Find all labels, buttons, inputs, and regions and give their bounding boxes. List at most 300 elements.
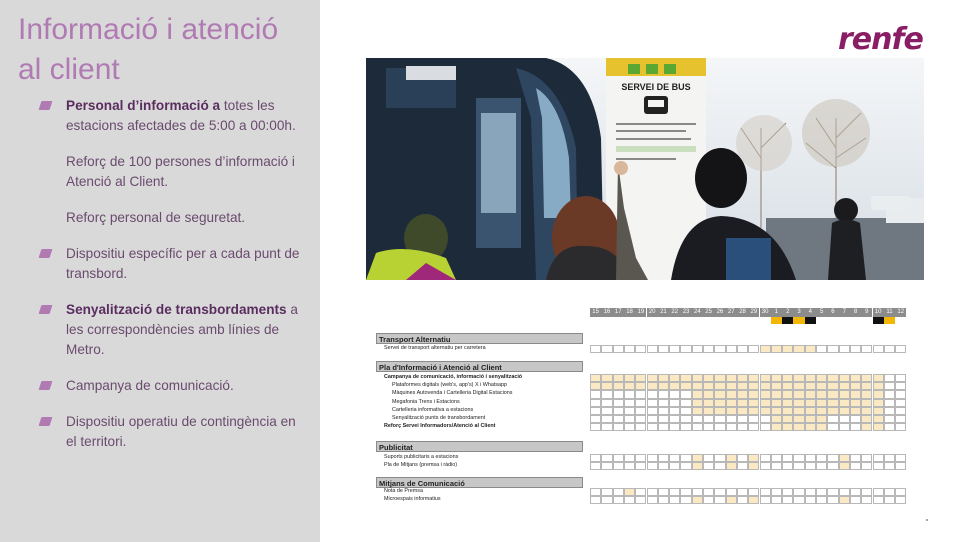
bullet-item [38, 244, 308, 284]
bullet-text: Dispositiu específic per a cada punt de transbord. [66, 246, 300, 281]
schedule-cell [839, 488, 850, 496]
schedule-cell [680, 454, 691, 462]
schedule-cell-active [624, 374, 635, 382]
schedule-cell [658, 415, 669, 423]
schedule-cell-active [760, 399, 771, 407]
schedule-cell [737, 496, 748, 504]
schedule-cell-active [782, 382, 793, 390]
schedule-cell [647, 462, 658, 470]
day-header: 18 [624, 308, 635, 317]
schedule-cell [782, 496, 793, 504]
day-marker [793, 317, 804, 324]
schedule-cell-active [816, 423, 827, 431]
bullet-item [38, 412, 308, 452]
schedule-cell [669, 345, 680, 353]
schedule-cell [635, 407, 646, 415]
schedule-cell [601, 454, 612, 462]
schedule-cell [601, 407, 612, 415]
schedule-cell-active [861, 399, 872, 407]
schedule-cell-active [805, 399, 816, 407]
schedule-cell [658, 462, 669, 470]
schedule-cell [861, 345, 872, 353]
schedule-cell [895, 488, 906, 496]
schedule-cell-active [714, 399, 725, 407]
schedule-cell [624, 423, 635, 431]
bullet-bold-text: Senyalització de transbordaments [66, 302, 287, 317]
schedule-cell [714, 488, 725, 496]
schedule-cell-active [782, 374, 793, 382]
schedule-cell [873, 488, 884, 496]
schedule-cell [590, 390, 601, 398]
schedule-cell [680, 496, 691, 504]
schedule-cell [805, 488, 816, 496]
schedule-cell [590, 415, 601, 423]
schedule-cell-active [873, 374, 884, 382]
schedule-cell-active [726, 390, 737, 398]
schedule-cell [760, 423, 771, 431]
schedule-cell-active [782, 390, 793, 398]
schedule-cell [760, 496, 771, 504]
schedule-cell-active [748, 496, 759, 504]
schedule-cell [601, 345, 612, 353]
schedule-cell [624, 496, 635, 504]
schedule-cell [850, 345, 861, 353]
day-header: 8 [850, 308, 861, 317]
schedule-cell-active [760, 345, 771, 353]
schedule-cell [895, 407, 906, 415]
slide-title: Informació i atenció al client [18, 13, 279, 86]
schedule-cell [669, 454, 680, 462]
schedule-cell [703, 488, 714, 496]
schedule-cell-active [771, 423, 782, 431]
schedule-cell [703, 415, 714, 423]
schedule-cell-active [793, 390, 804, 398]
schedule-cell [613, 415, 624, 423]
bullet-item [38, 96, 308, 136]
schedule-cell [658, 488, 669, 496]
schedule-cell [726, 488, 737, 496]
bullet-item [38, 376, 308, 396]
schedule-cell [658, 454, 669, 462]
schedule-cell [771, 488, 782, 496]
schedule-cell-active [827, 399, 838, 407]
activity-label: Servei de transport alternatiu per carretera [384, 345, 486, 351]
schedule-cell-active [658, 374, 669, 382]
schedule-cell-active [748, 454, 759, 462]
day-marker [805, 317, 816, 324]
schedule-cell [624, 407, 635, 415]
schedule-cell [816, 345, 827, 353]
schedule-cell [839, 415, 850, 423]
schedule-cell [816, 454, 827, 462]
schedule-cell [782, 462, 793, 470]
schedule-cell [737, 462, 748, 470]
schedule-cell-active [669, 382, 680, 390]
day-marker [782, 317, 793, 324]
schedule-cell [839, 423, 850, 431]
schedule-cell [647, 496, 658, 504]
schedule-cell-active [793, 415, 804, 423]
schedule-cell [737, 345, 748, 353]
schedule-cell-active [771, 382, 782, 390]
schedule-cell [861, 462, 872, 470]
activity-label: Microespais informatius [384, 496, 441, 503]
schedule-cell-active [839, 374, 850, 382]
schedule-cell [613, 462, 624, 470]
bullet-text: Reforç de 100 persones d’informació i Atenció al Client. [66, 154, 295, 189]
schedule-cell [635, 454, 646, 462]
schedule-cell [850, 423, 861, 431]
schedule-cell-active [793, 407, 804, 415]
schedule-cell [873, 462, 884, 470]
schedule-cell [590, 488, 601, 496]
schedule-cell [680, 407, 691, 415]
schedule-cell [793, 462, 804, 470]
schedule-cell-active [861, 415, 872, 423]
schedule-cell-active [873, 423, 884, 431]
schedule-cell-active [771, 407, 782, 415]
schedule-cell-active [692, 390, 703, 398]
day-header: 4 [805, 308, 816, 317]
schedule-cell-active [850, 374, 861, 382]
schedule-cell-active [873, 407, 884, 415]
schedule-cell [884, 390, 895, 398]
day-header: 24 [692, 308, 703, 317]
schedule-cell-active [726, 374, 737, 382]
schedule-cell [635, 423, 646, 431]
schedule-cell-active [601, 374, 612, 382]
day-header: 25 [703, 308, 714, 317]
schedule-cell [850, 488, 861, 496]
schedule-cell-active [805, 382, 816, 390]
schedule-cell [827, 454, 838, 462]
schedule-cell-active [760, 407, 771, 415]
schedule-cell-active [714, 374, 725, 382]
schedule-cell-active [658, 382, 669, 390]
schedule-cell [714, 423, 725, 431]
day-header: 12 [895, 308, 906, 317]
schedule-cell [873, 496, 884, 504]
schedule-cell [895, 423, 906, 431]
schedule-cell-active [726, 454, 737, 462]
schedule-cell-active [873, 399, 884, 407]
schedule-cell-active [692, 462, 703, 470]
schedule-cell [635, 399, 646, 407]
bullet-mark-icon [39, 249, 53, 258]
schedule-cell-active [635, 382, 646, 390]
schedule-cell [590, 407, 601, 415]
section-header: Transport Alternatiu [376, 333, 583, 344]
schedule-cell [861, 454, 872, 462]
bullet-mark-icon [39, 381, 53, 390]
schedule-cell [647, 390, 658, 398]
schedule-cell-active [647, 374, 658, 382]
activity-label: Megafonia Trens i Estacions [392, 398, 460, 405]
schedule-cell [680, 415, 691, 423]
schedule-cell [635, 345, 646, 353]
schedule-cell [884, 382, 895, 390]
schedule-cell-active [861, 423, 872, 431]
schedule-cell-active [839, 454, 850, 462]
bullet-text: Reforç personal de seguretat. [66, 210, 246, 225]
schedule-cell-active [839, 390, 850, 398]
schedule-cell [692, 345, 703, 353]
schedule-cell [827, 423, 838, 431]
schedule-cell [590, 345, 601, 353]
day-marker [884, 317, 895, 324]
schedule-cell-active [873, 390, 884, 398]
schedule-cell [884, 407, 895, 415]
schedule-cell [703, 345, 714, 353]
schedule-cell-active [805, 374, 816, 382]
schedule-cell [895, 496, 906, 504]
schedule-cell [647, 399, 658, 407]
schedule-cell [601, 488, 612, 496]
schedule-cell [680, 345, 691, 353]
day-header: 9 [861, 308, 872, 317]
schedule-cell [703, 423, 714, 431]
schedule-cell [714, 454, 725, 462]
schedule-cell-active [680, 382, 691, 390]
schedule-cell [771, 496, 782, 504]
schedule-cell [601, 423, 612, 431]
schedule-cell-active [748, 390, 759, 398]
schedule-cell-active [726, 462, 737, 470]
schedule-cell [884, 423, 895, 431]
sign-title: SERVEI DE BUS [621, 82, 691, 92]
schedule-cell-active [771, 390, 782, 398]
schedule-cell-active [760, 374, 771, 382]
schedule-cell [895, 390, 906, 398]
photo-illustration [366, 58, 924, 280]
schedule-cell [850, 462, 861, 470]
schedule-cell [658, 345, 669, 353]
schedule-cell-active [771, 415, 782, 423]
schedule-cell [601, 496, 612, 504]
schedule-cell [601, 462, 612, 470]
schedule-cell [613, 454, 624, 462]
day-header: 2 [782, 308, 793, 317]
schedule-cell [658, 399, 669, 407]
schedule-cell [714, 462, 725, 470]
schedule-cell [760, 415, 771, 423]
schedule-cell [861, 488, 872, 496]
bullet-bold-text: Personal d’informació a [66, 98, 221, 113]
schedule-cell-active [726, 382, 737, 390]
schedule-cell-active [805, 423, 816, 431]
schedule-cell [601, 415, 612, 423]
schedule-cell-active [850, 390, 861, 398]
schedule-cell [726, 345, 737, 353]
schedule-cell-active [827, 374, 838, 382]
day-header: 23 [680, 308, 691, 317]
schedule-cell-active [703, 390, 714, 398]
bullet-mark-icon [39, 101, 53, 110]
schedule-cell [816, 488, 827, 496]
day-header: 17 [613, 308, 624, 317]
schedule-cell-active [793, 345, 804, 353]
schedule-cell-active [760, 390, 771, 398]
schedule-cell [782, 488, 793, 496]
day-header: 29 [748, 308, 759, 317]
activity-label: Suports publicitaris a estacions [384, 454, 459, 460]
day-header: 19 [635, 308, 646, 317]
schedule-cell [658, 407, 669, 415]
schedule-cell-active [748, 374, 759, 382]
schedule-cell [590, 496, 601, 504]
schedule-cell-active [692, 374, 703, 382]
bullet-mark-icon [39, 417, 53, 426]
schedule-cell-active [839, 407, 850, 415]
schedule-cell-active [850, 407, 861, 415]
schedule-cell [748, 423, 759, 431]
schedule-cell-active [861, 374, 872, 382]
schedule-cell [816, 462, 827, 470]
schedule-cell [590, 462, 601, 470]
schedule-cell [669, 407, 680, 415]
schedule-cell-active [748, 382, 759, 390]
activity-label: Cartelleria informativa a estacions [392, 406, 474, 413]
schedule-cell-active [692, 382, 703, 390]
schedule-cell-active [748, 399, 759, 407]
schedule-cell-active [805, 415, 816, 423]
schedule-cell-active [793, 382, 804, 390]
schedule-cell [647, 454, 658, 462]
schedule-cell [827, 462, 838, 470]
schedule-cell [771, 454, 782, 462]
bullet-text: totes les estacions afectades de 5:00 a 00:00h. [66, 98, 296, 133]
schedule-cell [635, 462, 646, 470]
schedule-cell-active [714, 382, 725, 390]
schedule-cell [647, 488, 658, 496]
schedule-cell-active [737, 374, 748, 382]
day-header: 22 [669, 308, 680, 317]
schedule-cell [895, 462, 906, 470]
day-header: 16 [601, 308, 612, 317]
schedule-cell-active [771, 345, 782, 353]
schedule-cell [714, 415, 725, 423]
bullet-list [38, 96, 308, 452]
schedule-cell-active [793, 399, 804, 407]
schedule-cell [793, 488, 804, 496]
schedule-cell-active [805, 407, 816, 415]
schedule-cell-active [816, 374, 827, 382]
schedule-cell-active [669, 374, 680, 382]
schedule-cell [692, 423, 703, 431]
schedule-cell [771, 462, 782, 470]
schedule-cell-active [692, 407, 703, 415]
schedule-cell-active [805, 345, 816, 353]
schedule-cell [669, 390, 680, 398]
schedule-cell [613, 423, 624, 431]
schedule-cell [726, 415, 737, 423]
schedule-cell-active [850, 382, 861, 390]
schedule-cell [782, 454, 793, 462]
schedule-cell [635, 415, 646, 423]
schedule-cell-active [839, 462, 850, 470]
activity-label: Nota de Premsa [384, 488, 423, 494]
schedule-cell [669, 399, 680, 407]
schedule-cell [669, 488, 680, 496]
schedule-cell-active [771, 399, 782, 407]
schedule-cell [726, 423, 737, 431]
schedule-cell [658, 496, 669, 504]
section-header: Pla d'Informació i Atenció al Client [376, 361, 583, 372]
schedule-cell-active [816, 415, 827, 423]
section-header: Mitjans de Comunicació [376, 477, 583, 488]
schedule-cell [861, 496, 872, 504]
page-dot [926, 519, 928, 521]
schedule-cell [737, 454, 748, 462]
schedule-cell-active [647, 382, 658, 390]
schedule-cell-active [782, 415, 793, 423]
schedule-cell-active [782, 423, 793, 431]
schedule-cell-active [737, 407, 748, 415]
schedule-cell-active [703, 399, 714, 407]
schedule-cell [748, 488, 759, 496]
schedule-cell [850, 454, 861, 462]
schedule-cell-active [613, 382, 624, 390]
day-marker [771, 317, 782, 324]
schedule-cell-active [793, 374, 804, 382]
schedule-cell-active [816, 407, 827, 415]
schedule-cell [737, 415, 748, 423]
schedule-cell [873, 454, 884, 462]
schedule-cell [827, 496, 838, 504]
schedule-cell-active [737, 399, 748, 407]
schedule-cell [590, 423, 601, 431]
day-header: 28 [737, 308, 748, 317]
day-header: 30 [760, 308, 771, 317]
day-header: 1 [771, 308, 782, 317]
schedule-cell-active [601, 382, 612, 390]
day-header: 27 [726, 308, 737, 317]
schedule-cell [613, 399, 624, 407]
schedule-cell [658, 423, 669, 431]
schedule-cell [760, 488, 771, 496]
schedule-cell [884, 488, 895, 496]
schedule-cell-active [692, 399, 703, 407]
schedule-cell-active [839, 496, 850, 504]
schedule-cell [884, 415, 895, 423]
schedule-cell [624, 345, 635, 353]
schedule-cell [884, 374, 895, 382]
schedule-cell [895, 382, 906, 390]
schedule-cell [805, 496, 816, 504]
schedule-cell [850, 496, 861, 504]
schedule-cell [703, 462, 714, 470]
section-header: Publicitat [376, 441, 583, 452]
schedule-cell-active [839, 399, 850, 407]
schedule-cell [714, 496, 725, 504]
schedule-cell [647, 345, 658, 353]
schedule-cell [613, 345, 624, 353]
schedule-cell [895, 415, 906, 423]
activity-label: Plataformes digitals (web's, app's) X i Whatsapp [392, 382, 508, 389]
schedule-cell [827, 488, 838, 496]
day-header: 15 [590, 308, 601, 317]
schedule-cell [680, 390, 691, 398]
day-header: 20 [647, 308, 658, 317]
schedule-cell [793, 454, 804, 462]
schedule-cell-active [760, 382, 771, 390]
schedule-cell-active [590, 382, 601, 390]
schedule-cell-active [805, 390, 816, 398]
schedule-cell [624, 462, 635, 470]
schedule-cell [737, 423, 748, 431]
schedule-cell-active [703, 374, 714, 382]
schedule-cell [850, 415, 861, 423]
